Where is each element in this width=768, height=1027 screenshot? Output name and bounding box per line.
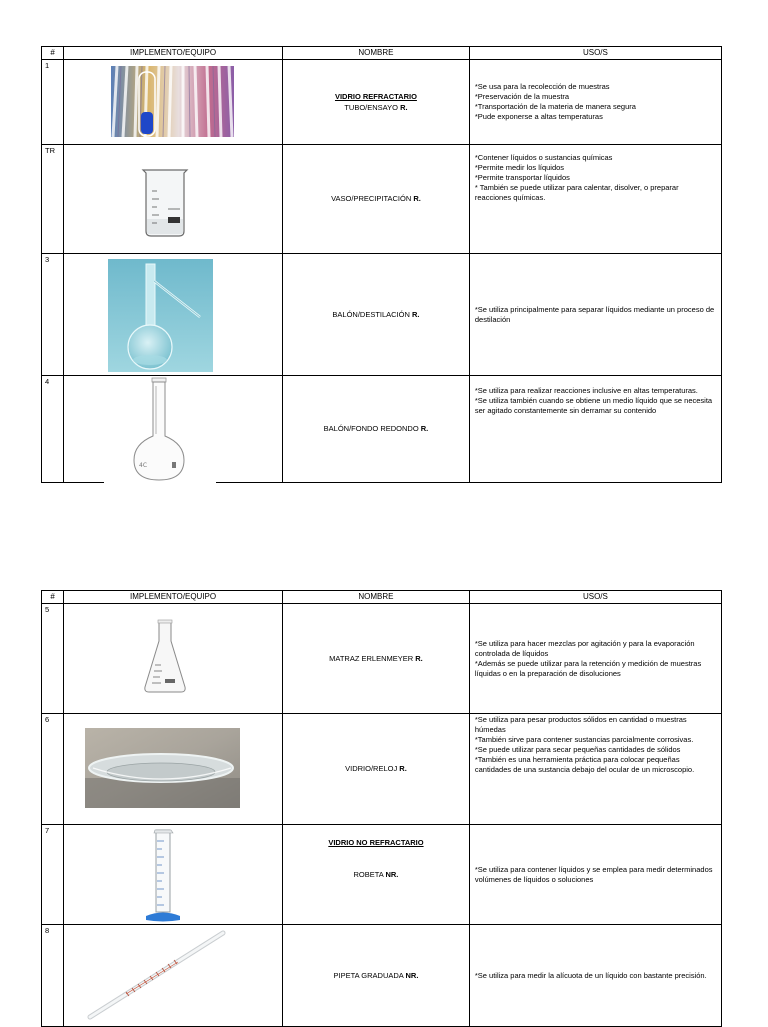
item-suffix: R. (413, 194, 421, 203)
item-image-cell (64, 714, 283, 825)
item-suffix: R. (420, 424, 429, 433)
item-uses-cell (469, 60, 721, 145)
beaker-image (140, 167, 190, 238)
item-suffix: NR. (385, 870, 399, 879)
row-number: 6 (42, 714, 64, 825)
header-uso: USO/S (469, 591, 721, 604)
item-image-cell (64, 60, 283, 145)
item-name: PIPETA GRADUADA (333, 970, 404, 980)
item-name-cell (283, 825, 470, 925)
item-name: MATRAZ ERLENMEYER (329, 653, 414, 663)
item-image-cell (64, 376, 283, 483)
row-number: 1 (42, 60, 64, 145)
row-number: TR (42, 145, 64, 254)
row-number: 5 (42, 604, 64, 714)
test-tubes-image (111, 66, 234, 137)
item-name: VIDRIO/RELOJ (345, 764, 398, 773)
table-row (42, 825, 722, 925)
row-number: 8 (42, 925, 64, 1027)
item-name: TUBO/ENSAYO (344, 102, 398, 112)
item-name-cell (283, 604, 470, 714)
use-line: *Se utiliza para hacer mezclas por agitación y para la evaporación controlada de líquidos (474, 638, 695, 658)
table-row (42, 145, 722, 254)
use-line: *Contener líquidos o sustancias químicas (474, 153, 613, 162)
equipment-table-2 (41, 590, 722, 1027)
item-suffix: NR. (405, 970, 419, 980)
row-number: 7 (42, 825, 64, 925)
category-label: VIDRIO REFRACTARIO (334, 91, 417, 101)
category-label: VIDRIO NO REFRACTARIO (328, 838, 424, 847)
item-uses-cell (469, 825, 721, 925)
round-bottom-flask-image (104, 376, 216, 483)
use-line: * También se puede utilizar para calentar, disolver, o preparar reacciones químicas. (474, 183, 679, 202)
graduated-pipette-image (86, 929, 226, 1021)
item-suffix: R. (400, 102, 408, 112)
watch-glass-image (85, 728, 240, 808)
row-number: 3 (42, 254, 64, 376)
table-row (42, 60, 722, 145)
header-num: # (42, 591, 64, 604)
header-num: # (42, 47, 64, 60)
item-name-cell (283, 925, 470, 1027)
use-line: *Se utiliza para pesar productos sólidos en cantidad o muestras húmedas (474, 715, 687, 734)
item-uses-cell (469, 925, 721, 1027)
item-name-cell (283, 254, 470, 376)
item-suffix: R. (399, 764, 407, 773)
use-line: *Se utiliza principalmente para separar líquidos mediante un proceso de destilación (474, 304, 715, 324)
item-suffix: R. (412, 309, 420, 319)
item-uses-cell (469, 376, 721, 483)
item-name: BALÓN/FONDO REDONDO (323, 424, 419, 433)
item-suffix: R. (415, 653, 423, 663)
header-uso: USO/S (469, 47, 721, 60)
table-row (42, 604, 722, 714)
item-name-cell (283, 714, 470, 825)
item-uses-cell (469, 254, 721, 376)
use-line: *Se utiliza para medir la alícuota de un líquido con bastante precisión. (474, 970, 707, 980)
table-row (42, 714, 722, 825)
row-number: 4 (42, 376, 64, 483)
use-line: *Se utiliza también cuando se obtiene un medio líquido que se necesita ser agitado constantemente sin derramar su contenido (474, 396, 713, 415)
graduated-cylinder-image (140, 827, 186, 923)
use-line: *También es una herramienta práctica para colocar pequeñas cantidades de una sustancia debajo del ocular de un microscopio. (474, 755, 695, 774)
item-image-cell (64, 825, 283, 925)
item-name-cell (283, 376, 470, 483)
header-item: IMPLEMENTO/EQUIPO (64, 591, 283, 604)
item-uses-cell (469, 714, 721, 825)
use-line: *Permite medir los líquidos (474, 163, 565, 172)
header-item: IMPLEMENTO/EQUIPO (64, 47, 283, 60)
item-uses-cell (469, 145, 721, 254)
use-line: *Pude exponerse a altas temperaturas (474, 112, 603, 121)
item-name-cell (283, 145, 470, 254)
use-line: *Transportación de la materia de manera segura (474, 102, 636, 111)
item-name-cell (283, 60, 470, 145)
use-line: *Permite transportar líquidos (474, 173, 570, 182)
item-name: VASO/PRECIPITACIÓN (331, 194, 412, 203)
use-line: *Preservación de la muestra (474, 92, 570, 101)
item-name: ROBETA (353, 870, 384, 879)
header-name: NOMBRE (283, 47, 470, 60)
use-line: *Se utiliza para contener líquidos y se emplea para medir determinados volúmenes de líquidos o soluciones (474, 864, 713, 884)
table-row (42, 925, 722, 1027)
equipment-table-1 (41, 46, 722, 483)
table-row (42, 376, 722, 483)
use-line: *Se puede utilizar para secar pequeñas cantidades de sólidos (474, 745, 681, 754)
use-line: *Además se puede utilizar para la retención y medición de muestras líquidas o en la preparación de disoluciones (474, 658, 702, 678)
item-name: BALÓN/DESTILACIÓN (332, 309, 410, 319)
use-line: *Se utiliza para realizar reacciones inclusive en altas temperaturas. (474, 386, 698, 395)
use-line: *Se usa para la recolección de muestras (474, 82, 610, 91)
item-image-cell (64, 925, 283, 1027)
erlenmeyer-flask-image (141, 619, 189, 696)
use-line: *También sirve para contener sustancias parcialmente corrosivas. (474, 735, 694, 744)
item-image-cell (64, 145, 283, 254)
table-row (42, 254, 722, 376)
item-uses-cell (469, 604, 721, 714)
distillation-flask-image (108, 259, 213, 372)
item-image-cell (64, 254, 283, 376)
svg-text:4C: 4C (139, 462, 148, 469)
item-image-cell (64, 604, 283, 714)
header-name: NOMBRE (283, 591, 470, 604)
